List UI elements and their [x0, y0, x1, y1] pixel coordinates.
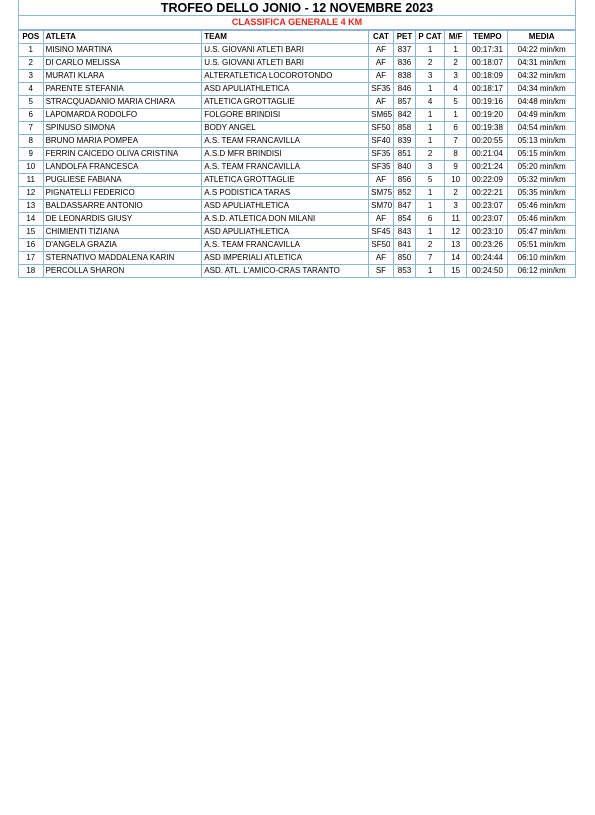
cell-pet: 850: [393, 252, 416, 265]
cell-cat: SF45: [369, 226, 394, 239]
cell-mf: 2: [444, 57, 467, 70]
cell-pos: 14: [19, 213, 44, 226]
cell-team: ATLETICA GROTTAGLIE: [202, 174, 369, 187]
cell-cat: SF40: [369, 135, 394, 148]
cell-mf: 11: [444, 213, 467, 226]
cell-pet: 836: [393, 57, 416, 70]
cell-pos: 9: [19, 148, 44, 161]
cell-pcat: 3: [416, 70, 445, 83]
cell-tempo: 00:23:07: [467, 213, 508, 226]
cell-cat: AF: [369, 96, 394, 109]
cell-pcat: 1: [416, 109, 445, 122]
cell-media: 05:35 min/km: [508, 187, 576, 200]
cell-cat: SM65: [369, 109, 394, 122]
cell-pcat: 2: [416, 148, 445, 161]
cell-pos: 2: [19, 57, 44, 70]
cell-atleta: SPINUSO SIMONA: [43, 122, 202, 135]
cell-pos: 7: [19, 122, 44, 135]
cell-cat: SF50: [369, 239, 394, 252]
cell-pet: 843: [393, 226, 416, 239]
cell-atleta: MISINO MARTINA: [43, 44, 202, 57]
table-row: [19, 96, 576, 109]
cell-atleta: STERNATIVO MADDALENA KARIN: [43, 252, 202, 265]
cell-tempo: 00:18:09: [467, 70, 508, 83]
cell-pcat: 7: [416, 252, 445, 265]
cell-team: FOLGORE BRINDISI: [202, 109, 369, 122]
cell-atleta: D'ANGELA GRAZIA: [43, 239, 202, 252]
cell-atleta: PERCOLLA SHARON: [43, 265, 202, 278]
cell-cat: AF: [369, 213, 394, 226]
cell-tempo: 00:23:26: [467, 239, 508, 252]
cell-media: 05:47 min/km: [508, 226, 576, 239]
cell-pos: 16: [19, 239, 44, 252]
cell-pos: 5: [19, 96, 44, 109]
cell-team: A.S. TEAM FRANCAVILLA: [202, 135, 369, 148]
cell-mf: 7: [444, 135, 467, 148]
cell-team: ASD APULIATHLETICA: [202, 200, 369, 213]
header-cat: CAT: [369, 31, 394, 44]
cell-cat: SF35: [369, 161, 394, 174]
cell-atleta: DE LEONARDIS GIUSY: [43, 213, 202, 226]
cell-media: 04:22 min/km: [508, 44, 576, 57]
cell-cat: AF: [369, 252, 394, 265]
cell-tempo: 00:21:04: [467, 148, 508, 161]
cell-tempo: 00:18:17: [467, 83, 508, 96]
cell-tempo: 00:22:21: [467, 187, 508, 200]
header-atleta: ATLETA: [43, 31, 202, 44]
cell-mf: 8: [444, 148, 467, 161]
table-row: [19, 174, 576, 187]
table-row: [19, 239, 576, 252]
cell-team: ALTERATLETICA LOCOROTONDO: [202, 70, 369, 83]
cell-pet: 853: [393, 265, 416, 278]
table-row: [19, 252, 576, 265]
cell-pos: 13: [19, 200, 44, 213]
cell-media: 05:32 min/km: [508, 174, 576, 187]
cell-team: ASD APULIATHLETICA: [202, 226, 369, 239]
cell-pos: 18: [19, 265, 44, 278]
cell-team: A.S.D. ATLETICA DON MILANI: [202, 213, 369, 226]
cell-pcat: 1: [416, 200, 445, 213]
cell-team: A.S PODISTICA TARAS: [202, 187, 369, 200]
cell-pet: 841: [393, 239, 416, 252]
cell-pos: 8: [19, 135, 44, 148]
cell-mf: 2: [444, 187, 467, 200]
cell-tempo: 00:17:31: [467, 44, 508, 57]
cell-cat: SF: [369, 265, 394, 278]
header-media: MEDIA: [508, 31, 576, 44]
table-row: [19, 213, 576, 226]
cell-cat: AF: [369, 44, 394, 57]
table-row: [19, 265, 576, 278]
results-table: [18, 30, 576, 278]
cell-mf: 3: [444, 200, 467, 213]
cell-pet: 858: [393, 122, 416, 135]
cell-atleta: BALDASSARRE ANTONIO: [43, 200, 202, 213]
cell-mf: 15: [444, 265, 467, 278]
cell-media: 05:51 min/km: [508, 239, 576, 252]
cell-team: A.S. TEAM FRANCAVILLA: [202, 161, 369, 174]
cell-atleta: STRACQUADANIO MARIA CHIARA: [43, 96, 202, 109]
cell-atleta: DI CARLO MELISSA: [43, 57, 202, 70]
cell-team: ASD IMPERIALI ATLETICA: [202, 252, 369, 265]
cell-tempo: 00:19:16: [467, 96, 508, 109]
cell-media: 05:20 min/km: [508, 161, 576, 174]
cell-mf: 5: [444, 96, 467, 109]
table-row: [19, 135, 576, 148]
cell-atleta: BRUNO MARIA POMPEA: [43, 135, 202, 148]
cell-tempo: 00:23:10: [467, 226, 508, 239]
page-subtitle: CLASSIFICA GENERALE 4 KM: [18, 16, 576, 30]
cell-pos: 11: [19, 174, 44, 187]
cell-media: 05:13 min/km: [508, 135, 576, 148]
header-tempo: TEMPO: [467, 31, 508, 44]
cell-mf: 13: [444, 239, 467, 252]
cell-team: A.S. TEAM FRANCAVILLA: [202, 239, 369, 252]
cell-pcat: 1: [416, 83, 445, 96]
cell-team: U.S. GIOVANI ATLETI BARI: [202, 44, 369, 57]
cell-mf: 14: [444, 252, 467, 265]
cell-pcat: 4: [416, 96, 445, 109]
cell-pet: 851: [393, 148, 416, 161]
cell-tempo: 00:19:20: [467, 109, 508, 122]
cell-team: U.S. GIOVANI ATLETI BARI: [202, 57, 369, 70]
cell-pos: 12: [19, 187, 44, 200]
header-pcat: P CAT: [416, 31, 445, 44]
table-row: [19, 226, 576, 239]
cell-tempo: 00:19:38: [467, 122, 508, 135]
cell-media: 04:54 min/km: [508, 122, 576, 135]
cell-mf: 1: [444, 44, 467, 57]
cell-pcat: 1: [416, 135, 445, 148]
table-row: [19, 44, 576, 57]
cell-atleta: LANDOLFA FRANCESCA: [43, 161, 202, 174]
cell-tempo: 00:23:07: [467, 200, 508, 213]
cell-media: 05:15 min/km: [508, 148, 576, 161]
cell-pet: 854: [393, 213, 416, 226]
table-row: [19, 70, 576, 83]
cell-pet: 856: [393, 174, 416, 187]
cell-atleta: PARENTE STEFANIA: [43, 83, 202, 96]
cell-media: 04:31 min/km: [508, 57, 576, 70]
cell-cat: SM75: [369, 187, 394, 200]
cell-team: ASD APULIATHLETICA: [202, 83, 369, 96]
cell-pos: 15: [19, 226, 44, 239]
cell-mf: 9: [444, 161, 467, 174]
cell-cat: AF: [369, 174, 394, 187]
cell-tempo: 00:24:50: [467, 265, 508, 278]
cell-mf: 3: [444, 70, 467, 83]
cell-media: 06:10 min/km: [508, 252, 576, 265]
cell-mf: 4: [444, 83, 467, 96]
cell-tempo: 00:21:24: [467, 161, 508, 174]
cell-team: ATLETICA GROTTAGLIE: [202, 96, 369, 109]
table-row: [19, 109, 576, 122]
cell-pcat: 3: [416, 161, 445, 174]
cell-pos: 1: [19, 44, 44, 57]
cell-media: 05:46 min/km: [508, 200, 576, 213]
table-row: [19, 187, 576, 200]
page-title: TROFEO DELLO JONIO - 12 NOVEMBRE 2023: [18, 0, 576, 16]
cell-pos: 17: [19, 252, 44, 265]
cell-pcat: 1: [416, 226, 445, 239]
cell-pet: 857: [393, 96, 416, 109]
cell-pcat: 1: [416, 187, 445, 200]
table-header-row: [19, 31, 576, 44]
cell-tempo: 00:20:55: [467, 135, 508, 148]
cell-media: 04:49 min/km: [508, 109, 576, 122]
cell-pet: 838: [393, 70, 416, 83]
cell-pet: 837: [393, 44, 416, 57]
cell-pos: 10: [19, 161, 44, 174]
cell-pcat: 1: [416, 122, 445, 135]
cell-pos: 6: [19, 109, 44, 122]
cell-pet: 842: [393, 109, 416, 122]
cell-cat: SM70: [369, 200, 394, 213]
cell-mf: 12: [444, 226, 467, 239]
cell-cat: SF35: [369, 148, 394, 161]
cell-media: 06:12 min/km: [508, 265, 576, 278]
cell-pcat: 6: [416, 213, 445, 226]
table-row: [19, 148, 576, 161]
table-row: [19, 200, 576, 213]
cell-atleta: PUGLIESE FABIANA: [43, 174, 202, 187]
cell-mf: 10: [444, 174, 467, 187]
cell-pet: 846: [393, 83, 416, 96]
cell-atleta: MURATI KLARA: [43, 70, 202, 83]
cell-media: 04:48 min/km: [508, 96, 576, 109]
cell-team: A.S.D MFR BRINDISI: [202, 148, 369, 161]
cell-atleta: PIGNATELLI FEDERICO: [43, 187, 202, 200]
cell-pcat: 2: [416, 57, 445, 70]
cell-media: 04:32 min/km: [508, 70, 576, 83]
cell-atleta: LAPOMARDA RODOLFO: [43, 109, 202, 122]
cell-mf: 6: [444, 122, 467, 135]
cell-team: BODY ANGEL: [202, 122, 369, 135]
cell-cat: AF: [369, 70, 394, 83]
cell-cat: AF: [369, 57, 394, 70]
cell-pet: 847: [393, 200, 416, 213]
header-team: TEAM: [202, 31, 369, 44]
table-row: [19, 122, 576, 135]
header-mf: M/F: [444, 31, 467, 44]
table-row: [19, 161, 576, 174]
cell-tempo: 00:22:09: [467, 174, 508, 187]
header-pet: PET: [393, 31, 416, 44]
cell-team: ASD. ATL. L'AMICO-CRAS TARANTO: [202, 265, 369, 278]
cell-cat: SF35: [369, 83, 394, 96]
cell-mf: 1: [444, 109, 467, 122]
cell-pcat: 2: [416, 239, 445, 252]
cell-pos: 4: [19, 83, 44, 96]
cell-atleta: CHIMIENTI TIZIANA: [43, 226, 202, 239]
header-pos: POS: [19, 31, 44, 44]
cell-media: 04:34 min/km: [508, 83, 576, 96]
table-body: [19, 44, 576, 278]
cell-pet: 852: [393, 187, 416, 200]
cell-tempo: 00:18:07: [467, 57, 508, 70]
cell-pet: 840: [393, 161, 416, 174]
cell-pcat: 5: [416, 174, 445, 187]
cell-pos: 3: [19, 70, 44, 83]
cell-media: 05:46 min/km: [508, 213, 576, 226]
cell-pcat: 1: [416, 44, 445, 57]
table-row: [19, 57, 576, 70]
results-sheet: [18, 0, 576, 278]
table-row: [19, 83, 576, 96]
cell-pet: 839: [393, 135, 416, 148]
cell-cat: SF50: [369, 122, 394, 135]
cell-tempo: 00:24:44: [467, 252, 508, 265]
cell-pcat: 1: [416, 265, 445, 278]
cell-atleta: FERRIN CAICEDO OLIVA CRISTINA: [43, 148, 202, 161]
